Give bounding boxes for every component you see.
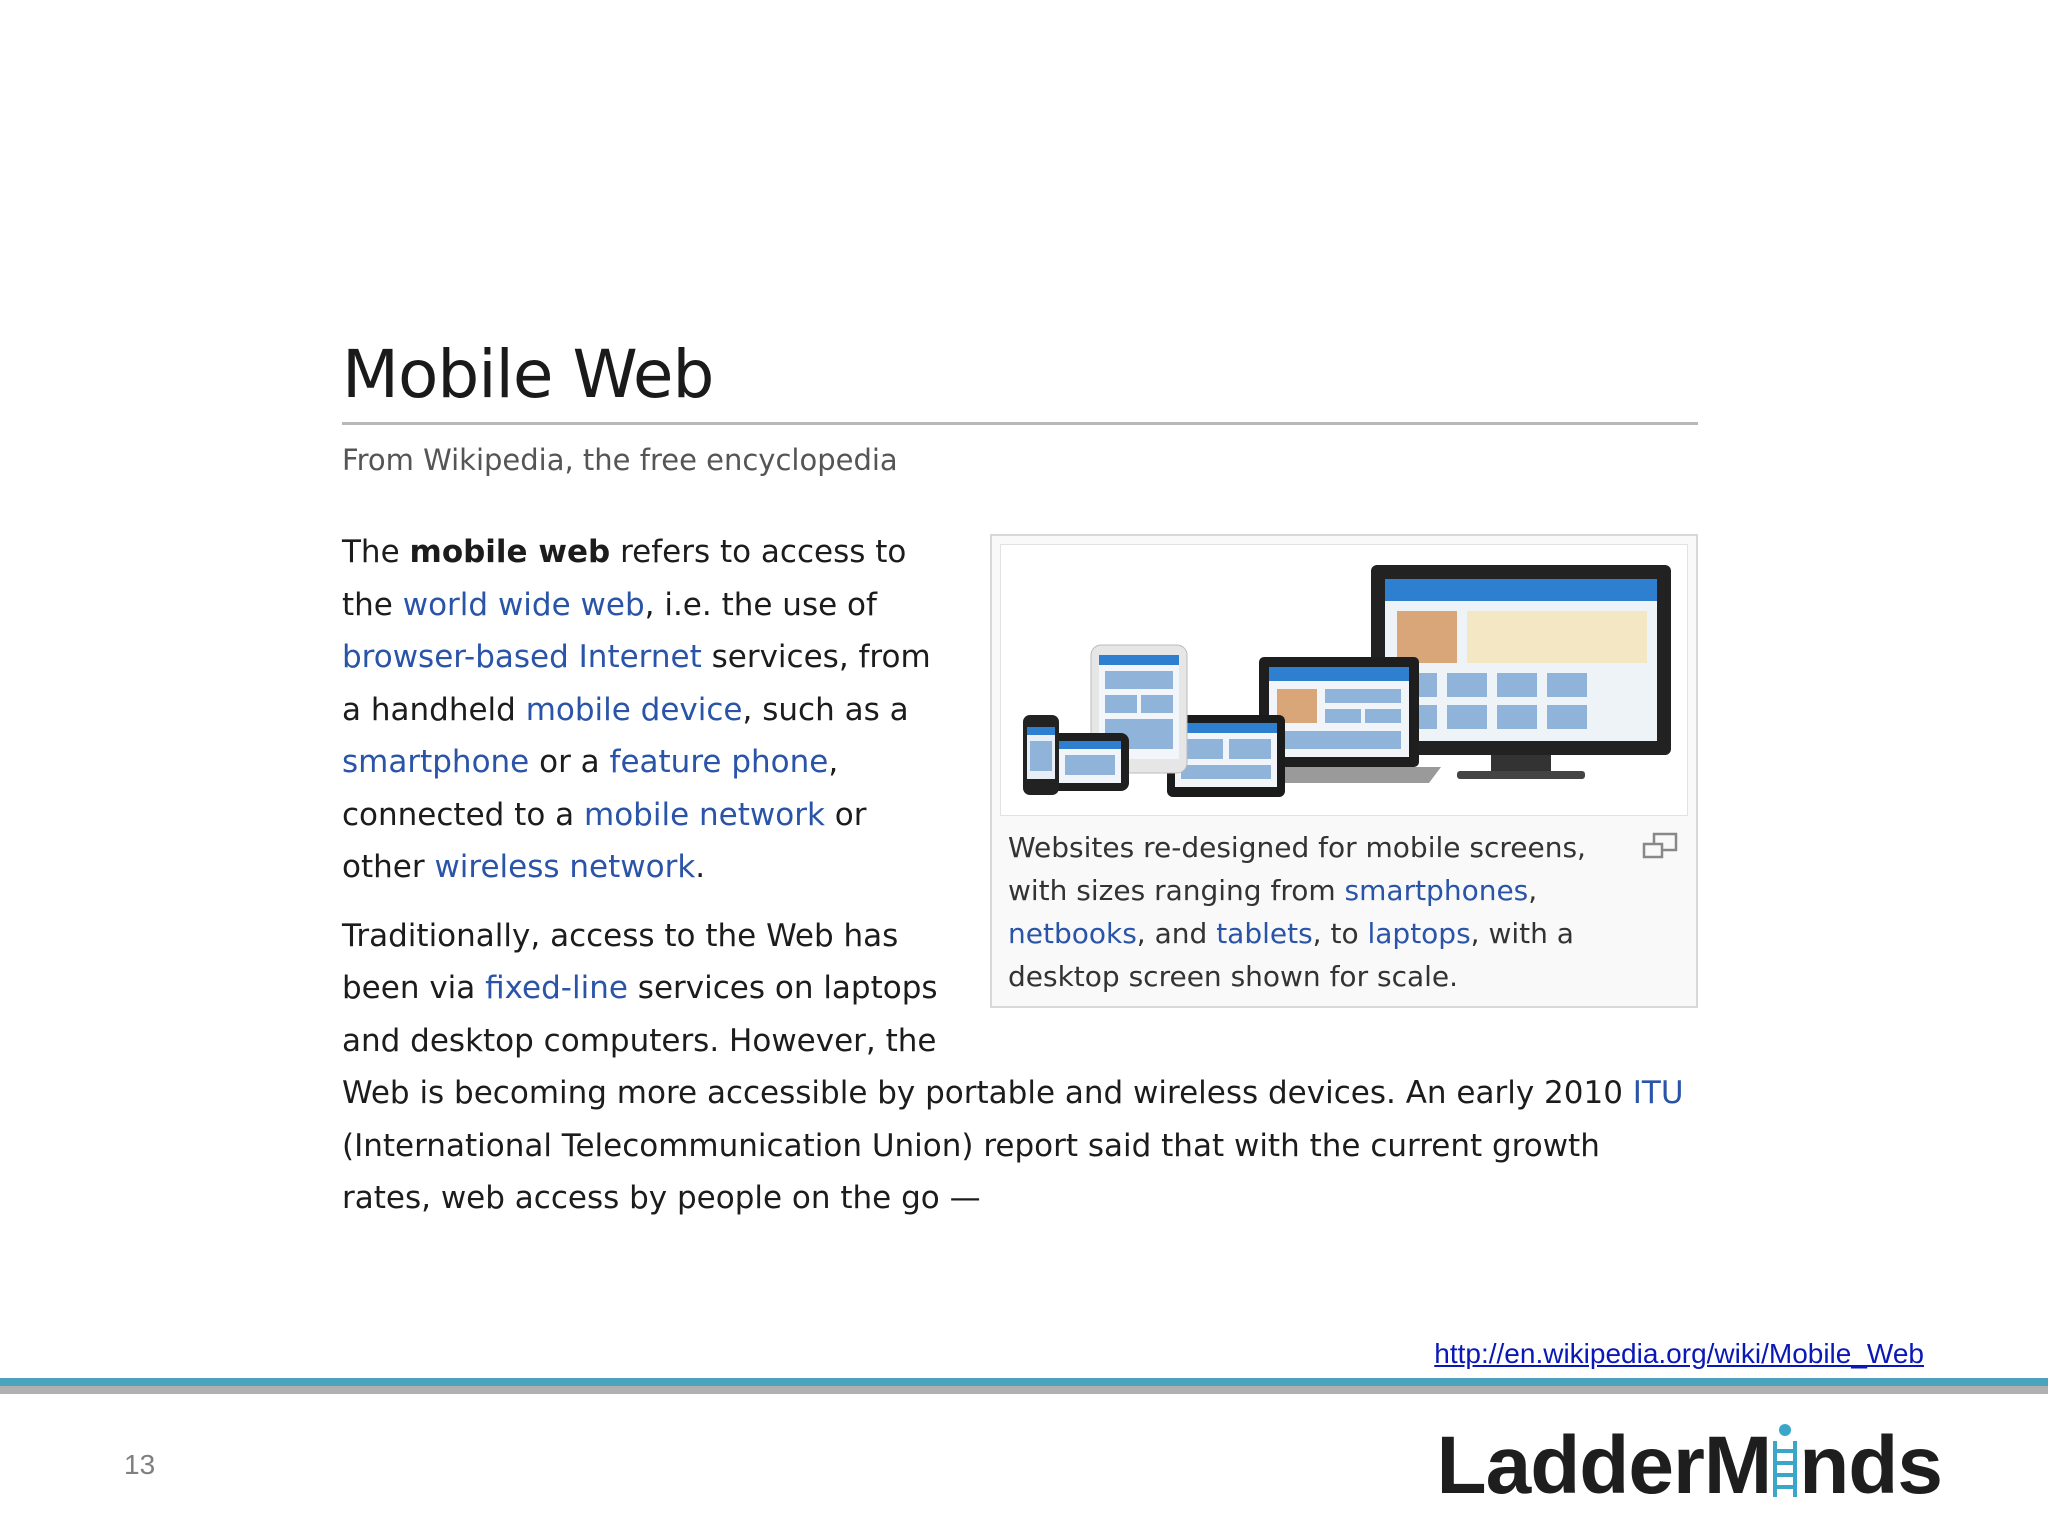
footer-accent-bar <box>0 1378 2048 1386</box>
link-mobile-network[interactable]: mobile network <box>584 796 825 833</box>
text: refers to access to the <box>342 534 907 623</box>
text: , connected to a <box>342 744 839 833</box>
devices-illustration <box>1001 545 1687 815</box>
link-laptops[interactable]: laptops <box>1367 917 1471 950</box>
ladder-i-icon <box>1771 1416 1799 1516</box>
wikipedia-screenshot <box>342 330 1698 1230</box>
page-subtitle: From Wikipedia, the free encyclopedia <box>342 443 898 477</box>
page-title: Mobile Web <box>342 336 714 413</box>
caption-text: Websites re-designed for mobile screens, with sizes ranging from <box>1008 831 1586 907</box>
link-world-wide-web[interactable]: world wide web <box>402 586 645 623</box>
link-tablets[interactable]: tablets <box>1216 917 1313 950</box>
link-wireless-network[interactable]: wireless network <box>434 849 696 885</box>
text: or a <box>529 744 610 780</box>
text: . <box>695 849 706 885</box>
logo-text-part1: LadderM <box>1436 1420 1772 1511</box>
text: services, from a handheld <box>342 639 931 728</box>
link-itu[interactable]: ITU <box>1632 1075 1684 1111</box>
link-smartphones[interactable]: smartphones <box>1344 874 1529 907</box>
text: , i.e. the use of <box>644 586 877 623</box>
text: The <box>342 534 410 570</box>
footer-shadow-bar <box>0 1386 2048 1394</box>
link-mobile-device[interactable]: mobile device <box>525 691 743 728</box>
text: , such as a <box>742 691 909 728</box>
link-smartphone[interactable]: smartphone <box>342 744 530 780</box>
logo-text-part2: nds <box>1799 1420 1942 1511</box>
text: (International Telecommunication Union) report said that with the current growth rates, web access by people on the go — <box>342 1127 1600 1216</box>
caption-text: , to <box>1312 917 1368 950</box>
text: Traditionally, access to the Web has been via <box>342 917 899 1006</box>
title-divider <box>342 422 1698 425</box>
caption-text: , and <box>1136 917 1217 950</box>
bold-term: mobile web <box>409 534 611 570</box>
link-browser-based-internet[interactable]: browser-based Internet <box>342 639 702 675</box>
thumbnail-figure <box>990 534 1698 1008</box>
laddermind-logo <box>1437 1416 1943 1516</box>
page-number: 13 <box>124 1449 156 1480</box>
source-link[interactable]: http://en.wikipedia.org/wiki/Mobile_Web <box>1434 1338 1924 1369</box>
link-feature-phone[interactable]: feature phone <box>609 744 829 780</box>
text: services on laptops and desktop computers. However, the Web is becoming more accessible by portable and wireless devices. An early 2010 <box>342 970 1633 1111</box>
text: or other <box>342 796 867 885</box>
caption-text: , with a desktop screen shown for scale. <box>1008 917 1574 993</box>
thumbnail-caption <box>1008 826 1628 998</box>
link-fixed-line[interactable]: fixed-line <box>485 970 628 1006</box>
devices-image <box>1000 544 1688 816</box>
caption-text: , <box>1528 874 1538 907</box>
article-body <box>342 526 1698 1241</box>
link-netbooks[interactable]: netbooks <box>1008 917 1137 950</box>
magnify-icon[interactable] <box>1642 832 1678 860</box>
